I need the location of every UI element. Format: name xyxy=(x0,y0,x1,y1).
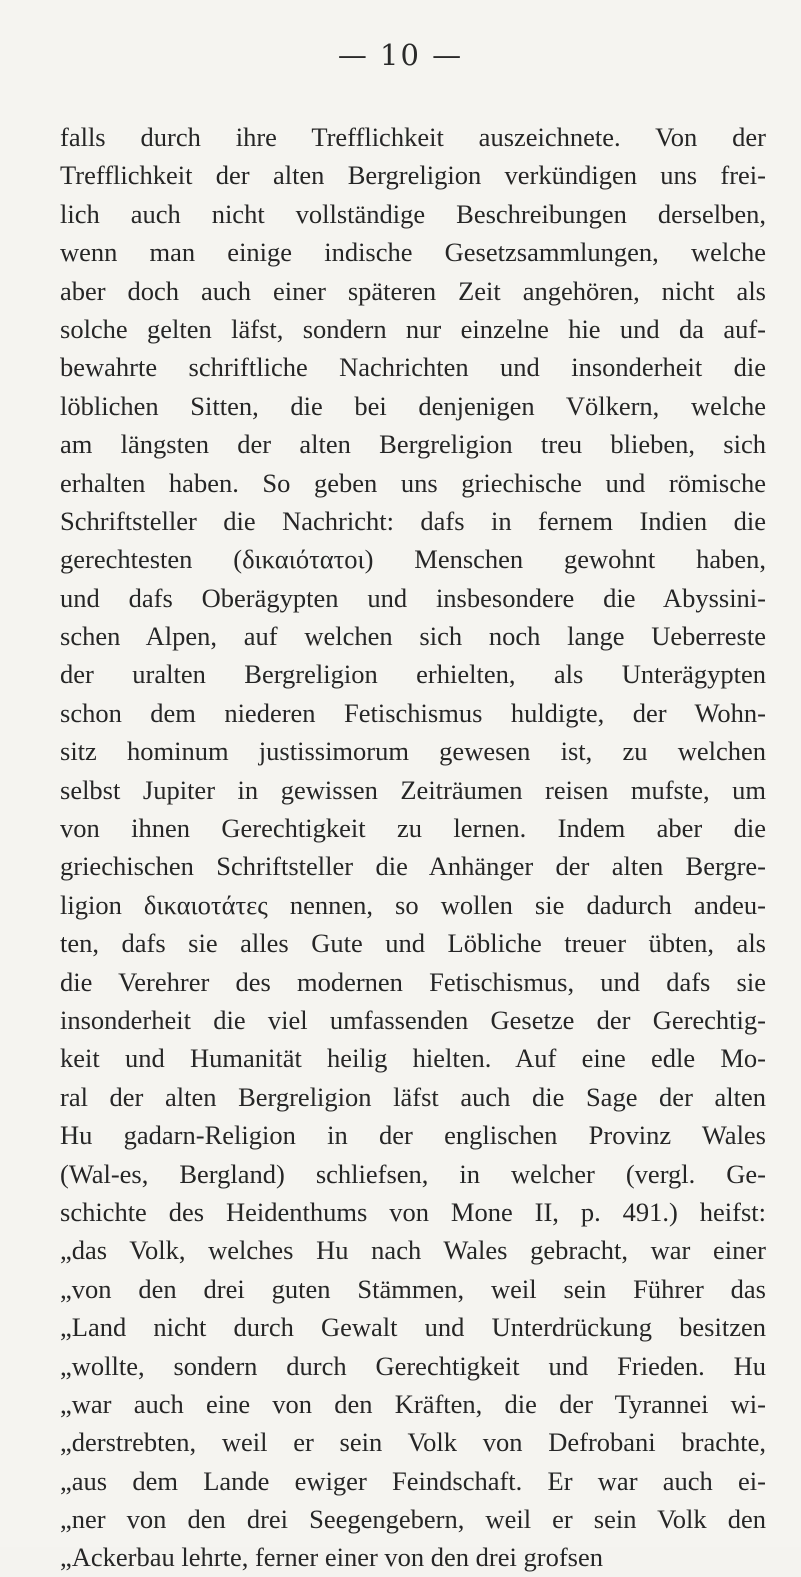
text-line: erhalten haben. So geben uns griechische und römische xyxy=(60,467,766,498)
text-line: der uralten Bergreligion erhielten, als Unterägypten xyxy=(60,659,766,690)
text-line: ligion δικαιοτάτες nennen, so wollen sie dadurch andeu- xyxy=(60,889,766,920)
text-line: „ner von den drei Seegengebern, weil er sein Volk den xyxy=(60,1504,766,1535)
text-line: selbst Jupiter in gewissen Zeiträumen reisen mufste, um xyxy=(60,774,766,805)
text-line: „von den drei guten Stämmen, weil sein Führer das xyxy=(60,1273,766,1304)
text-line: schen Alpen, auf welchen sich noch lange Ueberreste xyxy=(60,621,766,652)
text-line: „wollte, sondern durch Gerechtigkeit und Frieden. Hu xyxy=(60,1350,766,1381)
text-line: keit und Humanität heilig hielten. Auf eine edle Mo- xyxy=(60,1043,766,1074)
text-line: sitz hominum justissimorum gewesen ist, zu welchen xyxy=(60,736,766,767)
text-line: Trefflichkeit der alten Bergreligion verkündigen uns frei- xyxy=(60,160,766,191)
text-line: schichte des Heidenthums von Mone II, p. 491.) heifst: xyxy=(60,1196,766,1227)
text-line: griechischen Schriftsteller die Anhänger der alten Bergre- xyxy=(60,851,766,882)
text-line: solche gelten läfst, sondern nur einzelne hie und da auf- xyxy=(60,313,766,344)
text-line: „Land nicht durch Gewalt und Unterdrückung besitzen xyxy=(60,1312,766,1343)
text-line: „das Volk, welches Hu nach Wales gebracht, war einer xyxy=(60,1235,766,1266)
text-line: ral der alten Bergreligion läfst auch die Sage der alten xyxy=(60,1081,766,1112)
text-line: lich auch nicht vollständige Beschreibungen derselben, xyxy=(60,198,766,229)
text-line: von ihnen Gerechtigkeit zu lernen. Indem aber die xyxy=(60,813,766,844)
text-line: am längsten der alten Bergreligion treu blieben, sich xyxy=(60,429,766,460)
page-number-header: — 10 — xyxy=(337,38,464,72)
text-line: schon dem niederen Fetischismus huldigte, der Wohn- xyxy=(60,697,766,728)
text-line: „war auch eine von den Kräften, die der Tyrannei wi- xyxy=(60,1388,766,1419)
text-line: aber doch auch einer späteren Zeit angehören, nicht als xyxy=(60,275,766,306)
text-line: Schriftsteller die Nachricht: dafs in fernem Indien die xyxy=(60,505,766,536)
body-text xyxy=(60,118,766,1577)
text-line: „derstrebten, weil er sein Volk von Defrobani brachte, xyxy=(60,1427,766,1458)
text-line: und dafs Oberägypten und insbesondere die Abyssini- xyxy=(60,582,766,613)
text-line: Hu gadarn-Religion in der englischen Provinz Wales xyxy=(60,1120,766,1151)
text-line: löblichen Sitten, die bei denjenigen Völkern, welche xyxy=(60,390,766,421)
text-line: ten, dafs sie alles Gute und Löbliche treuer übten, als xyxy=(60,928,766,959)
text-line: „Ackerbau lehrte, ferner einer von den drei grofsen xyxy=(60,1542,603,1573)
text-line: wenn man einige indische Gesetzsammlungen, welche xyxy=(60,237,766,268)
text-line: bewahrte schriftliche Nachrichten und insonderheit die xyxy=(60,352,766,383)
text-line: gerechtesten (δικαιότατοι) Menschen gewohnt haben, xyxy=(60,544,766,575)
text-line: insonderheit die viel umfassenden Gesetze der Gerechtig- xyxy=(60,1004,766,1035)
text-line: die Verehrer des modernen Fetischismus, und dafs sie xyxy=(60,966,766,997)
text-line: „aus dem Lande ewiger Feindschaft. Er war auch ei- xyxy=(60,1465,766,1496)
text-line: falls durch ihre Trefflichkeit auszeichnete. Von der xyxy=(60,122,766,152)
text-line: (Wal-es, Bergland) schliefsen, in welcher (vergl. Ge- xyxy=(60,1158,766,1189)
